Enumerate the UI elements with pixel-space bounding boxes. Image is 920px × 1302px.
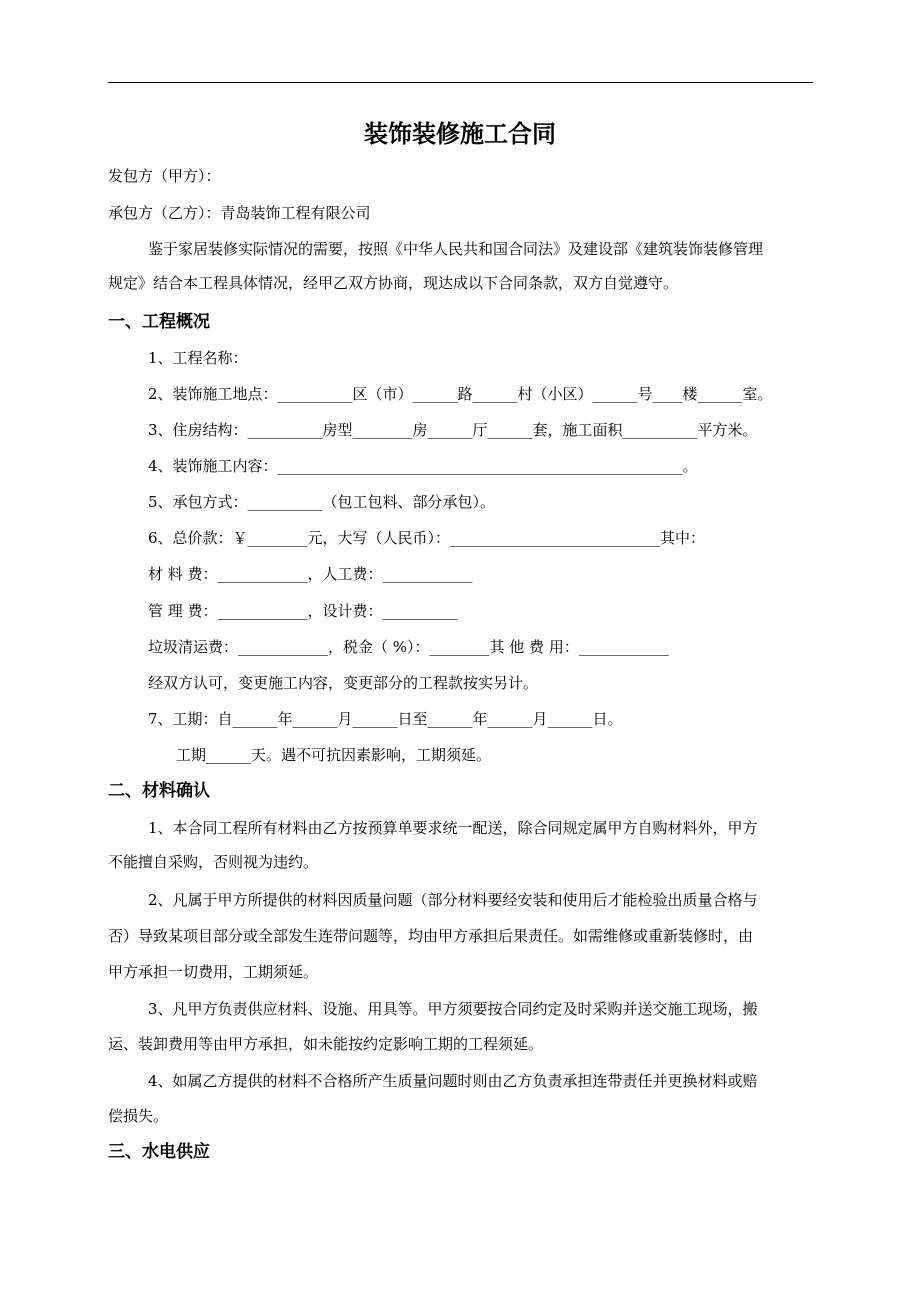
schedule-dates-line: 7、工期：自______年______月______日至______年______月______日。 — [148, 710, 623, 728]
material-clause-3-line-2: 运、装卸费用等由甲方承担，如未能按约定影响工期的工程须延。 — [108, 1035, 544, 1053]
management-design-fee-line: 管 理 费：____________，设计费：__________ — [148, 602, 458, 620]
material-labor-fee-line: 材 料 费：____________，人工费：____________ — [148, 565, 473, 583]
construction-site-line: 2、装饰施工地点：__________区（市）______路______村（小区）______号____楼______室。 — [148, 385, 773, 403]
document-title: 装饰装修施工合同 — [364, 120, 556, 148]
material-clause-2-line-3: 甲方承担一切费用，工期须延。 — [108, 963, 319, 981]
total-price-line: 6、总价款：￥________元，大写（人民币）：____________________________其中： — [148, 529, 706, 547]
contract-method-line: 5、承包方式：__________（包工包料、部分承包）。 — [148, 493, 496, 511]
material-clause-1-line-2: 不能擅自采购，否则视为违约。 — [108, 853, 319, 871]
section-heading-material-confirmation: 二、材料确认 — [108, 781, 210, 801]
material-clause-4-line-2: 偿损失。 — [108, 1107, 169, 1125]
preamble-line-1: 鉴于家居装修实际情况的需要，按照《中华人民共和国合同法》及建设部《建筑装饰装修管理 — [148, 240, 764, 258]
waste-tax-other-fee-line: 垃圾清运费：____________，税金（ %）：________其 他 费 用：____________ — [148, 638, 669, 656]
material-clause-2-line-1: 2、凡属于甲方所提供的材料因质量问题（部分材料要经安装和使用后才能检验出质量合格与 — [148, 891, 758, 909]
schedule-days-line: 工期______天。遇不可抗因素影响，工期须延。 — [176, 746, 492, 764]
section-heading-project-overview: 一、工程概况 — [108, 312, 210, 332]
material-clause-1-line-1: 1、本合同工程所有材料由乙方按预算单要求统一配送，除合同规定属甲方自购材料外，甲方 — [148, 819, 758, 837]
project-name-line: 1、工程名称： — [148, 349, 248, 367]
housing-structure-line: 3、住房结构：__________房型________房______厅______套，施工面积__________平方米。 — [148, 421, 758, 439]
header-rule — [108, 82, 813, 83]
section-heading-water-electricity-supply: 三、水电供应 — [108, 1142, 210, 1162]
preamble-line-2: 规定》结合本工程具体情况，经甲乙双方协商，现达成以下合同条款，双方自觉遵守。 — [108, 274, 679, 292]
material-clause-2-line-2: 否）导致某项目部分或全部发生连带问题等，均由甲方承担后果责任。如需维修或重新装修时，由 — [108, 927, 754, 945]
change-note-line: 经双方认可，变更施工内容，变更部分的工程款按实另计。 — [148, 674, 539, 692]
party-b-line: 承包方（乙方）：青岛装饰工程有限公司 — [108, 204, 371, 222]
material-clause-3-line-1: 3、凡甲方负责供应材料、设施、用具等。甲方须要按合同约定及时采购并送交施工现场，搬 — [148, 1000, 758, 1018]
construction-content-line: 4、装饰施工内容：______________________________________________________。 — [148, 457, 698, 475]
party-a-line: 发包方（甲方）： — [108, 167, 221, 185]
material-clause-4-line-1: 4、如属乙方提供的材料不合格所产生质量问题时则由乙方负责承担连带责任并更换材料或赔 — [148, 1072, 758, 1090]
